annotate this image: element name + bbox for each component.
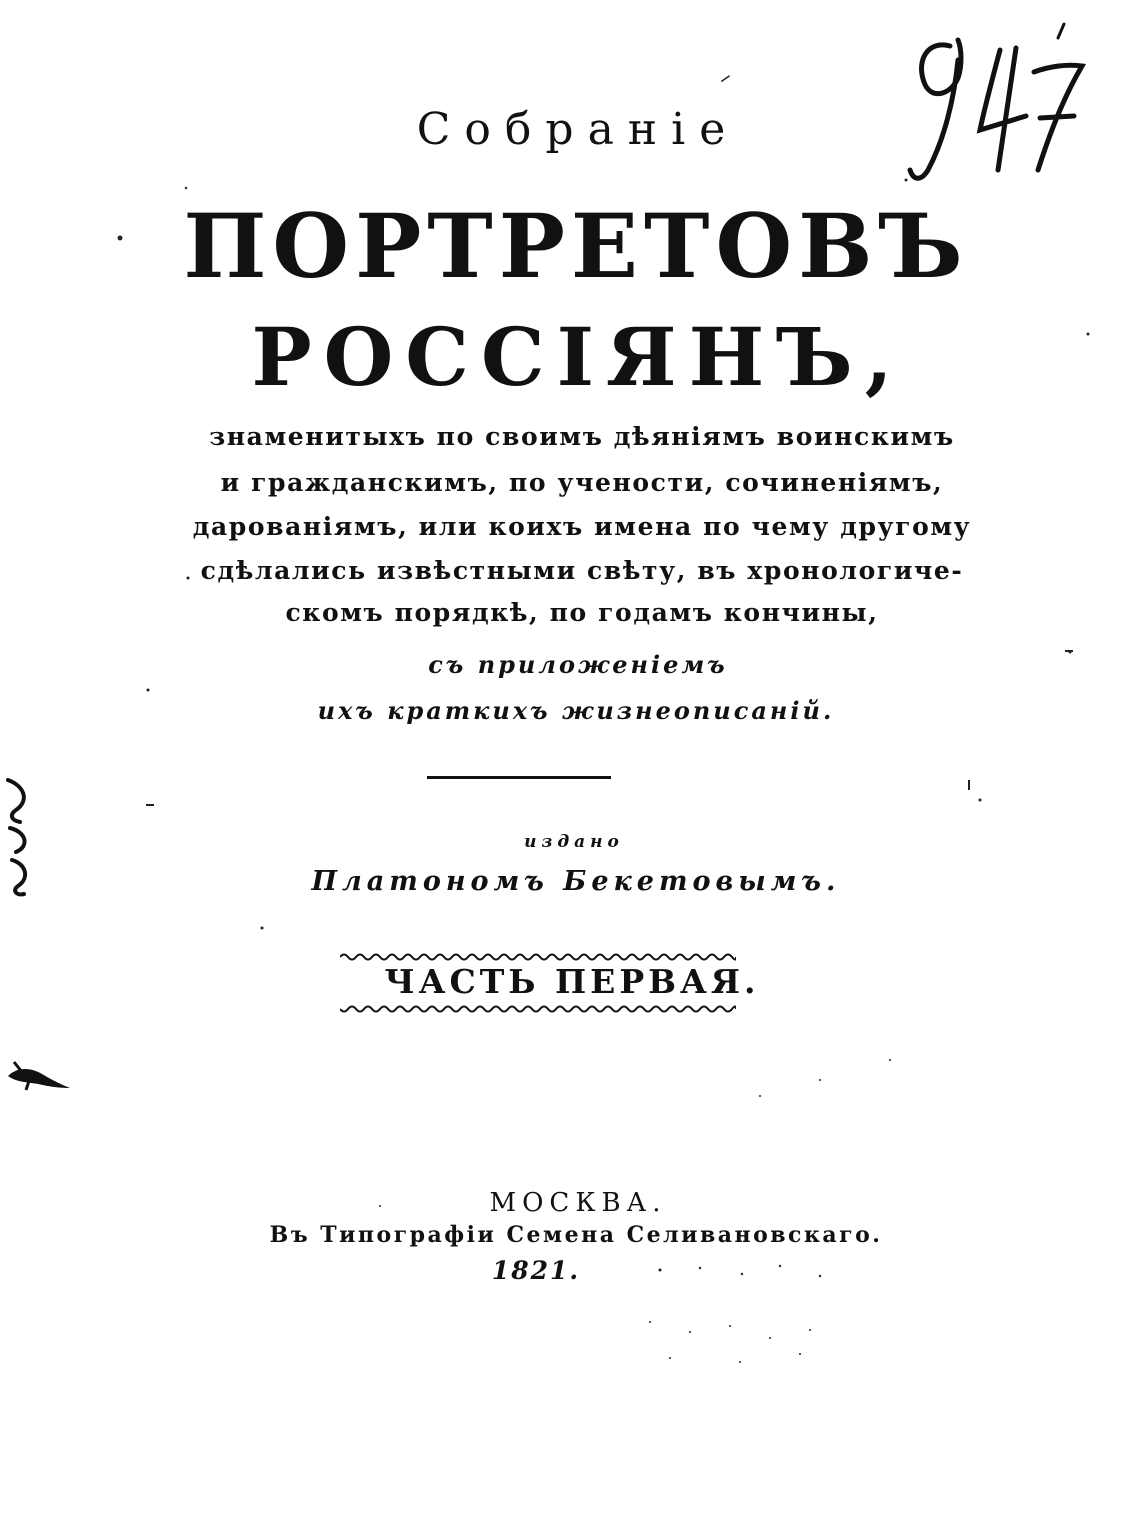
appendix-line-2: ихъ краткихъ жизнеописанiй. xyxy=(317,696,835,725)
description-line-2: и гражданскимъ, по учености, сочиненiямъ, xyxy=(220,468,944,497)
description-line-1: знаменитыхъ по своимъ дѣянiямъ воинскимъ xyxy=(209,422,955,451)
description-line-5: скомъ порядкѣ, по годамъ кончины, xyxy=(285,598,879,627)
imprint-press: Въ Типографiи Семена Селивановскаго. xyxy=(269,1222,883,1248)
imprint-year: 1821. xyxy=(491,1256,581,1285)
divider-rule xyxy=(427,776,611,779)
description-line-4: сдѣлались извѣстными свѣту, въ хронологиче- xyxy=(200,556,964,585)
ornament-rule-bottom xyxy=(340,1004,736,1014)
ornament-rule-top xyxy=(340,952,736,962)
publisher-label: издано xyxy=(524,832,624,852)
ink-blot-mark xyxy=(4,1058,74,1098)
appendix-line-1: съ приложенiемъ xyxy=(428,650,728,679)
handwritten-margin-note xyxy=(0,770,40,900)
imprint-city: МОСКВА. xyxy=(489,1188,667,1218)
title-line-russians: РОССIЯНЪ, xyxy=(251,310,905,404)
title-line-portraits: ПОРТРЕТОВЪ xyxy=(183,194,969,298)
handwritten-number-mark xyxy=(888,20,1100,200)
description-line-3: дарованiямъ, или коихъ имена по чему другому xyxy=(192,512,972,541)
publisher-name: Платономъ Бекетовымъ. xyxy=(311,866,841,897)
volume-part: ЧАСТЬ ПЕРВАЯ. xyxy=(384,962,760,1001)
title-line-collection: Собранiе xyxy=(416,104,740,155)
